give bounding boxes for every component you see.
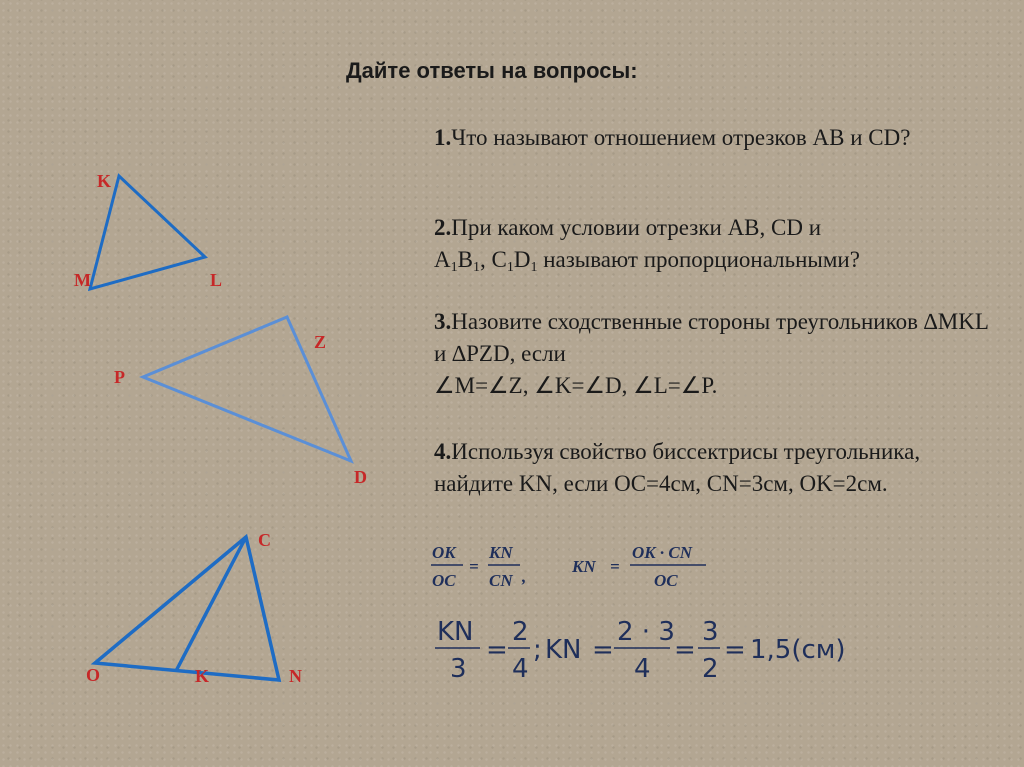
vertex-label-p: P — [114, 367, 125, 387]
formula-2-semi: ; — [533, 635, 542, 665]
segment-a: A — [434, 247, 451, 272]
formula-1-eq2: = — [610, 557, 620, 576]
triangle-ocn — [95, 537, 279, 680]
vertex-label-m: M — [74, 270, 91, 290]
formula-1-kn: KN — [572, 557, 596, 576]
question-1-text: Что называют отношением отрезков AB и CD? — [451, 125, 911, 150]
formula-2-eq4: = — [724, 635, 746, 665]
formula-2-result: 1,5(см) — [750, 635, 846, 665]
question-4-number: 4. — [434, 439, 452, 464]
formula-1 — [431, 543, 706, 590]
subscript: 1 — [450, 260, 458, 275]
formula-2-f3-den: 4 — [634, 654, 651, 684]
formula-2-f3-num: 2 · 3 — [617, 617, 675, 647]
vertex-label-o: O — [86, 665, 101, 685]
formula-2-f1-den: 3 — [450, 654, 467, 684]
subscript: 1 — [506, 260, 514, 275]
segment-comma: , C — [479, 247, 507, 272]
formula-2-eq3: = — [674, 635, 696, 665]
formula-2-eq2: = — [592, 635, 614, 665]
formula-1-num2: OK · CN — [632, 543, 692, 562]
question-3-number: 3. — [434, 309, 452, 334]
question-3-text-b: ∠M=∠Z, ∠K=∠D, ∠L=∠P. — [434, 373, 718, 398]
segment-d: D — [513, 247, 531, 272]
question-1-number: 1. — [434, 125, 452, 150]
formula-2-f2-den: 4 — [512, 654, 529, 684]
subscript: 1 — [472, 260, 480, 275]
formula-2-f2-num: 2 — [512, 617, 529, 647]
page-title: Дайте ответы на вопросы: — [346, 58, 638, 83]
question-4-text: Используя свойство биссектрисы треугольника, найдите KN, если OC=4см, CN=3см, OK=2см. — [434, 439, 921, 496]
formula-1-den-cn: CN — [489, 571, 513, 590]
question-2-text-a: При каком условии отрезки AB, CD и — [451, 215, 822, 240]
vertex-label-c: C — [258, 530, 271, 550]
formula-1-den-oc: OC — [432, 571, 456, 590]
formula-2-kn: KN — [545, 635, 582, 665]
formula-2-f1-num: KN — [437, 617, 474, 647]
formula-1-den2: OC — [654, 571, 678, 590]
vertex-label-k2: K — [195, 666, 210, 686]
formula-2-f4-num: 3 — [702, 617, 719, 647]
formula-2-eq1: = — [486, 635, 508, 665]
question-2-number: 2. — [434, 215, 452, 240]
formula-1-sep: , — [522, 567, 527, 586]
formula-1-eq: = — [469, 557, 479, 576]
formula-2 — [435, 617, 846, 684]
bisector-ck — [176, 537, 246, 671]
question-2-text-b: называют пропорциональными? — [537, 247, 860, 272]
subscript: 1 — [530, 260, 538, 275]
segment-b: B — [457, 247, 473, 272]
question-3-text-a: Назовите сходственные стороны треугольников ∆MKL и ∆PZD, если — [434, 309, 989, 366]
vertex-label-d: D — [354, 467, 367, 487]
triangle-mkl — [90, 176, 205, 289]
vertex-label-l: L — [210, 270, 223, 290]
formula-1-num-ok: OK — [432, 543, 456, 562]
formula-1-num-kn: KN — [489, 543, 513, 562]
vertex-label-n: N — [289, 666, 302, 686]
vertex-label-z: Z — [314, 332, 327, 352]
vertex-label-k: K — [97, 171, 112, 191]
formula-2-f4-den: 2 — [702, 654, 719, 684]
